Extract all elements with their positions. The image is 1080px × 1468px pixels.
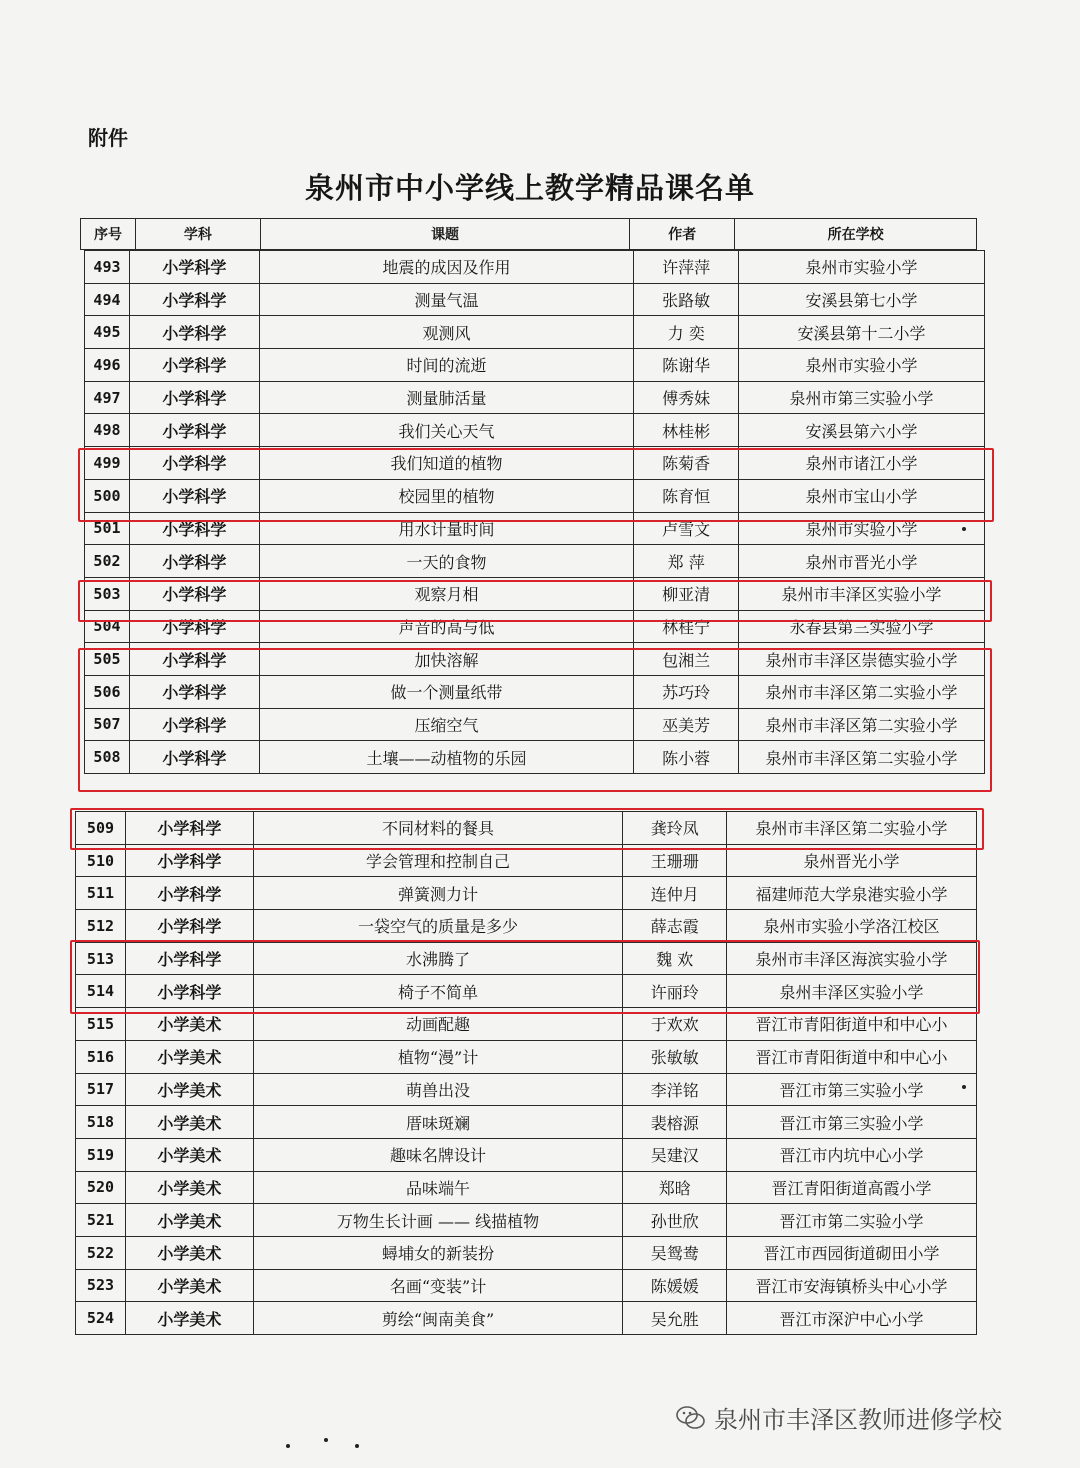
cell-subject: 小学科学 (125, 812, 253, 845)
cell-author: 裴榕源 (623, 1106, 727, 1139)
cell-author: 苏巧玲 (634, 675, 739, 708)
cell-subject: 小学科学 (129, 479, 259, 512)
table-row (85, 381, 985, 414)
cell-topic: 土壤——动植物的乐园 (259, 741, 633, 774)
header-subject: 学科 (135, 219, 260, 250)
cell-subject: 小学科学 (129, 610, 259, 643)
cell-subject: 小学科学 (129, 708, 259, 741)
cell-topic: 万物生长计画 —— 线描植物 (253, 1204, 623, 1237)
cell-school: 泉州市实验小学 (739, 349, 985, 382)
cell-school: 泉州市丰泽区崇德实验小学 (739, 643, 985, 676)
cell-author: 吴允胜 (623, 1302, 727, 1335)
cell-school: 安溪县第七小学 (739, 283, 985, 316)
cell-topic: 测量肺活量 (259, 381, 633, 414)
cell-author: 李洋铭 (623, 1073, 727, 1106)
table-row (85, 741, 985, 774)
cell-school: 安溪县第六小学 (739, 414, 985, 447)
cell-author: 吴鸳鸯 (623, 1236, 727, 1269)
cell-author: 傅秀妹 (634, 381, 739, 414)
cell-author: 郑晗 (623, 1171, 727, 1204)
cell-index: 498 (85, 414, 130, 447)
cell-index: 501 (85, 512, 130, 545)
table-row (85, 251, 985, 284)
cell-school: 晋江市深沪中心小学 (727, 1302, 977, 1335)
cell-index: 519 (76, 1138, 126, 1171)
cell-index: 522 (76, 1236, 126, 1269)
cell-subject: 小学美术 (125, 1204, 253, 1237)
cell-subject: 小学科学 (125, 942, 253, 975)
cell-index: 493 (85, 251, 130, 284)
cell-subject: 小学美术 (125, 1302, 253, 1335)
cell-subject: 小学美术 (125, 1106, 253, 1139)
cell-author: 魏 欢 (623, 942, 727, 975)
cell-author: 巫美芳 (634, 708, 739, 741)
cell-author: 陈媛媛 (623, 1269, 727, 1302)
cell-author: 林桂彬 (634, 414, 739, 447)
cell-subject: 小学科学 (129, 447, 259, 480)
cell-subject: 小学美术 (125, 1236, 253, 1269)
cell-topic: 水沸腾了 (253, 942, 623, 975)
table-row (76, 1302, 977, 1335)
cell-school: 晋江市青阳街道中和中心小 (727, 1008, 977, 1041)
cell-author: 于欢欢 (623, 1008, 727, 1041)
cell-index: 502 (85, 545, 130, 578)
cell-school: 晋江青阳街道高霞小学 (727, 1171, 977, 1204)
cell-topic: 观测风 (259, 316, 633, 349)
cell-author: 陈菊香 (634, 447, 739, 480)
course-table-part2 (75, 811, 977, 1335)
cell-school: 泉州市实验小学洛江校区 (727, 910, 977, 943)
table-row (76, 1008, 977, 1041)
table-row (76, 877, 977, 910)
table-row (85, 479, 985, 512)
header-index: 序号 (81, 219, 136, 250)
cell-index: 511 (76, 877, 126, 910)
cell-school: 泉州市晋光小学 (739, 545, 985, 578)
cell-author: 连仲月 (623, 877, 727, 910)
cell-index: 508 (85, 741, 130, 774)
cell-topic: 不同材料的餐具 (253, 812, 623, 845)
table-row (76, 1106, 977, 1139)
table-row (76, 1236, 977, 1269)
cell-index: 510 (76, 844, 126, 877)
cell-school: 安溪县第十二小学 (739, 316, 985, 349)
cell-subject: 小学科学 (129, 512, 259, 545)
table-row (76, 812, 977, 845)
cell-index: 513 (76, 942, 126, 975)
cell-topic: 蟳埔女的新装扮 (253, 1236, 623, 1269)
cell-school: 泉州市丰泽区第二实验小学 (739, 675, 985, 708)
scan-speck (962, 527, 966, 531)
cell-index: 512 (76, 910, 126, 943)
table-row (76, 1269, 977, 1302)
cell-index: 505 (85, 643, 130, 676)
cell-topic: 厝味斑斓 (253, 1106, 623, 1139)
document-title: 泉州市中小学线上教学精品课名单 (304, 171, 755, 205)
cell-school: 泉州市丰泽区第二实验小学 (727, 812, 977, 845)
cell-topic: 用水计量时间 (259, 512, 633, 545)
cell-author: 郑 萍 (634, 545, 739, 578)
cell-school: 永春县第三实验小学 (739, 610, 985, 643)
cell-topic: 时间的流逝 (259, 349, 633, 382)
cell-school: 泉州市丰泽区第二实验小学 (739, 708, 985, 741)
cell-author: 陈小蓉 (634, 741, 739, 774)
cell-topic: 压缩空气 (259, 708, 633, 741)
cell-school: 晋江市第三实验小学 (727, 1073, 977, 1106)
table-row (85, 577, 985, 610)
cell-topic: 植物“漫”计 (253, 1040, 623, 1073)
cell-school: 泉州丰泽区实验小学 (727, 975, 977, 1008)
cell-subject: 小学科学 (129, 316, 259, 349)
cell-index: 520 (76, 1171, 126, 1204)
cell-school: 福建师范大学泉港实验小学 (727, 877, 977, 910)
cell-index: 504 (85, 610, 130, 643)
cell-school: 晋江市内坑中心小学 (727, 1138, 977, 1171)
cell-topic: 剪绘“闽南美食” (253, 1302, 623, 1335)
cell-topic: 学会管理和控制自己 (253, 844, 623, 877)
cell-subject: 小学美术 (125, 1269, 253, 1302)
cell-subject: 小学科学 (129, 643, 259, 676)
cell-subject: 小学美术 (125, 1008, 253, 1041)
cell-author: 柳亚清 (634, 577, 739, 610)
table-row (85, 708, 985, 741)
table-row (85, 643, 985, 676)
cell-author: 王珊珊 (623, 844, 727, 877)
cell-subject: 小学科学 (125, 975, 253, 1008)
scan-speck (355, 1444, 359, 1448)
cell-topic: 萌兽出没 (253, 1073, 623, 1106)
cell-subject: 小学科学 (129, 251, 259, 284)
cell-topic: 动画配趣 (253, 1008, 623, 1041)
table-row (85, 610, 985, 643)
cell-topic: 一袋空气的质量是多少 (253, 910, 623, 943)
watermark (676, 1400, 1002, 1435)
table-row (85, 414, 985, 447)
table-row (85, 316, 985, 349)
table-row (76, 1040, 977, 1073)
course-table-part1 (84, 250, 985, 774)
cell-topic: 趣味名牌设计 (253, 1138, 623, 1171)
header-topic: 课题 (260, 219, 630, 250)
cell-topic: 椅子不简单 (253, 975, 623, 1008)
cell-subject: 小学美术 (125, 1040, 253, 1073)
cell-subject: 小学科学 (129, 577, 259, 610)
cell-author: 龚玲凤 (623, 812, 727, 845)
scan-speck (286, 1444, 290, 1448)
cell-index: 515 (76, 1008, 126, 1041)
cell-school: 晋江市安海镇桥头中心小学 (727, 1269, 977, 1302)
header-school: 所在学校 (735, 219, 977, 250)
cell-author: 薛志霞 (623, 910, 727, 943)
cell-index: 500 (85, 479, 130, 512)
cell-subject: 小学科学 (129, 675, 259, 708)
cell-subject: 小学科学 (129, 381, 259, 414)
cell-index: 495 (85, 316, 130, 349)
cell-index: 517 (76, 1073, 126, 1106)
cell-author: 力 奕 (634, 316, 739, 349)
wechat-icon (676, 1405, 706, 1431)
cell-author: 许萍萍 (634, 251, 739, 284)
table-row (85, 512, 985, 545)
cell-subject: 小学科学 (129, 349, 259, 382)
cell-school: 晋江市青阳街道中和中心小 (727, 1040, 977, 1073)
table-header (80, 218, 977, 250)
cell-topic: 测量气温 (259, 283, 633, 316)
header-author: 作者 (630, 219, 735, 250)
cell-author: 卢雪文 (634, 512, 739, 545)
cell-topic: 弹簧测力计 (253, 877, 623, 910)
cell-index: 523 (76, 1269, 126, 1302)
cell-author: 孙世欣 (623, 1204, 727, 1237)
table-row (85, 447, 985, 480)
table-row (76, 942, 977, 975)
cell-index: 494 (85, 283, 130, 316)
cell-school: 泉州晋光小学 (727, 844, 977, 877)
cell-author: 张路敏 (634, 283, 739, 316)
watermark-text: 泉州市丰泽区教师进修学校 (714, 1406, 1002, 1434)
cell-topic: 加快溶解 (259, 643, 633, 676)
cell-author: 张敏敏 (623, 1040, 727, 1073)
cell-school: 泉州市丰泽区第二实验小学 (739, 741, 985, 774)
cell-topic: 名画“变装”计 (253, 1269, 623, 1302)
cell-topic: 声音的高与低 (259, 610, 633, 643)
table-row (76, 1204, 977, 1237)
cell-index: 503 (85, 577, 130, 610)
cell-school: 泉州市实验小学 (739, 251, 985, 284)
cell-index: 506 (85, 675, 130, 708)
cell-topic: 做一个测量纸带 (259, 675, 633, 708)
cell-author: 包湘兰 (634, 643, 739, 676)
cell-index: 499 (85, 447, 130, 480)
table-row (76, 975, 977, 1008)
cell-topic: 我们知道的植物 (259, 447, 633, 480)
cell-subject: 小学美术 (125, 1171, 253, 1204)
cell-subject: 小学科学 (125, 877, 253, 910)
cell-school: 泉州市宝山小学 (739, 479, 985, 512)
cell-author: 吴建汉 (623, 1138, 727, 1171)
cell-subject: 小学美术 (125, 1138, 253, 1171)
cell-school: 泉州市诸江小学 (739, 447, 985, 480)
cell-index: 524 (76, 1302, 126, 1335)
cell-subject: 小学科学 (125, 844, 253, 877)
table-row (76, 910, 977, 943)
cell-topic: 我们关心天气 (259, 414, 633, 447)
cell-author: 陈谢华 (634, 349, 739, 382)
cell-index: 509 (76, 812, 126, 845)
cell-subject: 小学科学 (125, 910, 253, 943)
cell-subject: 小学科学 (129, 741, 259, 774)
cell-index: 497 (85, 381, 130, 414)
scan-speck (962, 1085, 966, 1089)
cell-subject: 小学科学 (129, 414, 259, 447)
cell-index: 507 (85, 708, 130, 741)
cell-author: 许丽玲 (623, 975, 727, 1008)
cell-index: 521 (76, 1204, 126, 1237)
table-row (76, 1138, 977, 1171)
cell-index: 516 (76, 1040, 126, 1073)
table-row (85, 545, 985, 578)
cell-school: 泉州市丰泽区实验小学 (739, 577, 985, 610)
cell-subject: 小学美术 (125, 1073, 253, 1106)
table-row (76, 1073, 977, 1106)
cell-topic: 校园里的植物 (259, 479, 633, 512)
table-row (76, 1171, 977, 1204)
cell-index: 518 (76, 1106, 126, 1139)
cell-topic: 一天的食物 (259, 545, 633, 578)
cell-author: 林桂宁 (634, 610, 739, 643)
cell-school: 泉州市丰泽区海滨实验小学 (727, 942, 977, 975)
cell-subject: 小学科学 (129, 545, 259, 578)
cell-school: 晋江市西园街道砌田小学 (727, 1236, 977, 1269)
cell-topic: 品味端午 (253, 1171, 623, 1204)
table-row (85, 349, 985, 382)
cell-index: 514 (76, 975, 126, 1008)
cell-topic: 观察月相 (259, 577, 633, 610)
cell-index: 496 (85, 349, 130, 382)
table-row (85, 675, 985, 708)
attachment-label: 附件 (88, 126, 128, 150)
cell-school: 晋江市第三实验小学 (727, 1106, 977, 1139)
cell-school: 泉州市实验小学 (739, 512, 985, 545)
cell-school: 泉州市第三实验小学 (739, 381, 985, 414)
cell-author: 陈育恒 (634, 479, 739, 512)
cell-school: 晋江市第二实验小学 (727, 1204, 977, 1237)
table-row (76, 844, 977, 877)
cell-subject: 小学科学 (129, 283, 259, 316)
cell-topic: 地震的成因及作用 (259, 251, 633, 284)
scan-speck (324, 1438, 328, 1442)
table-row (85, 283, 985, 316)
